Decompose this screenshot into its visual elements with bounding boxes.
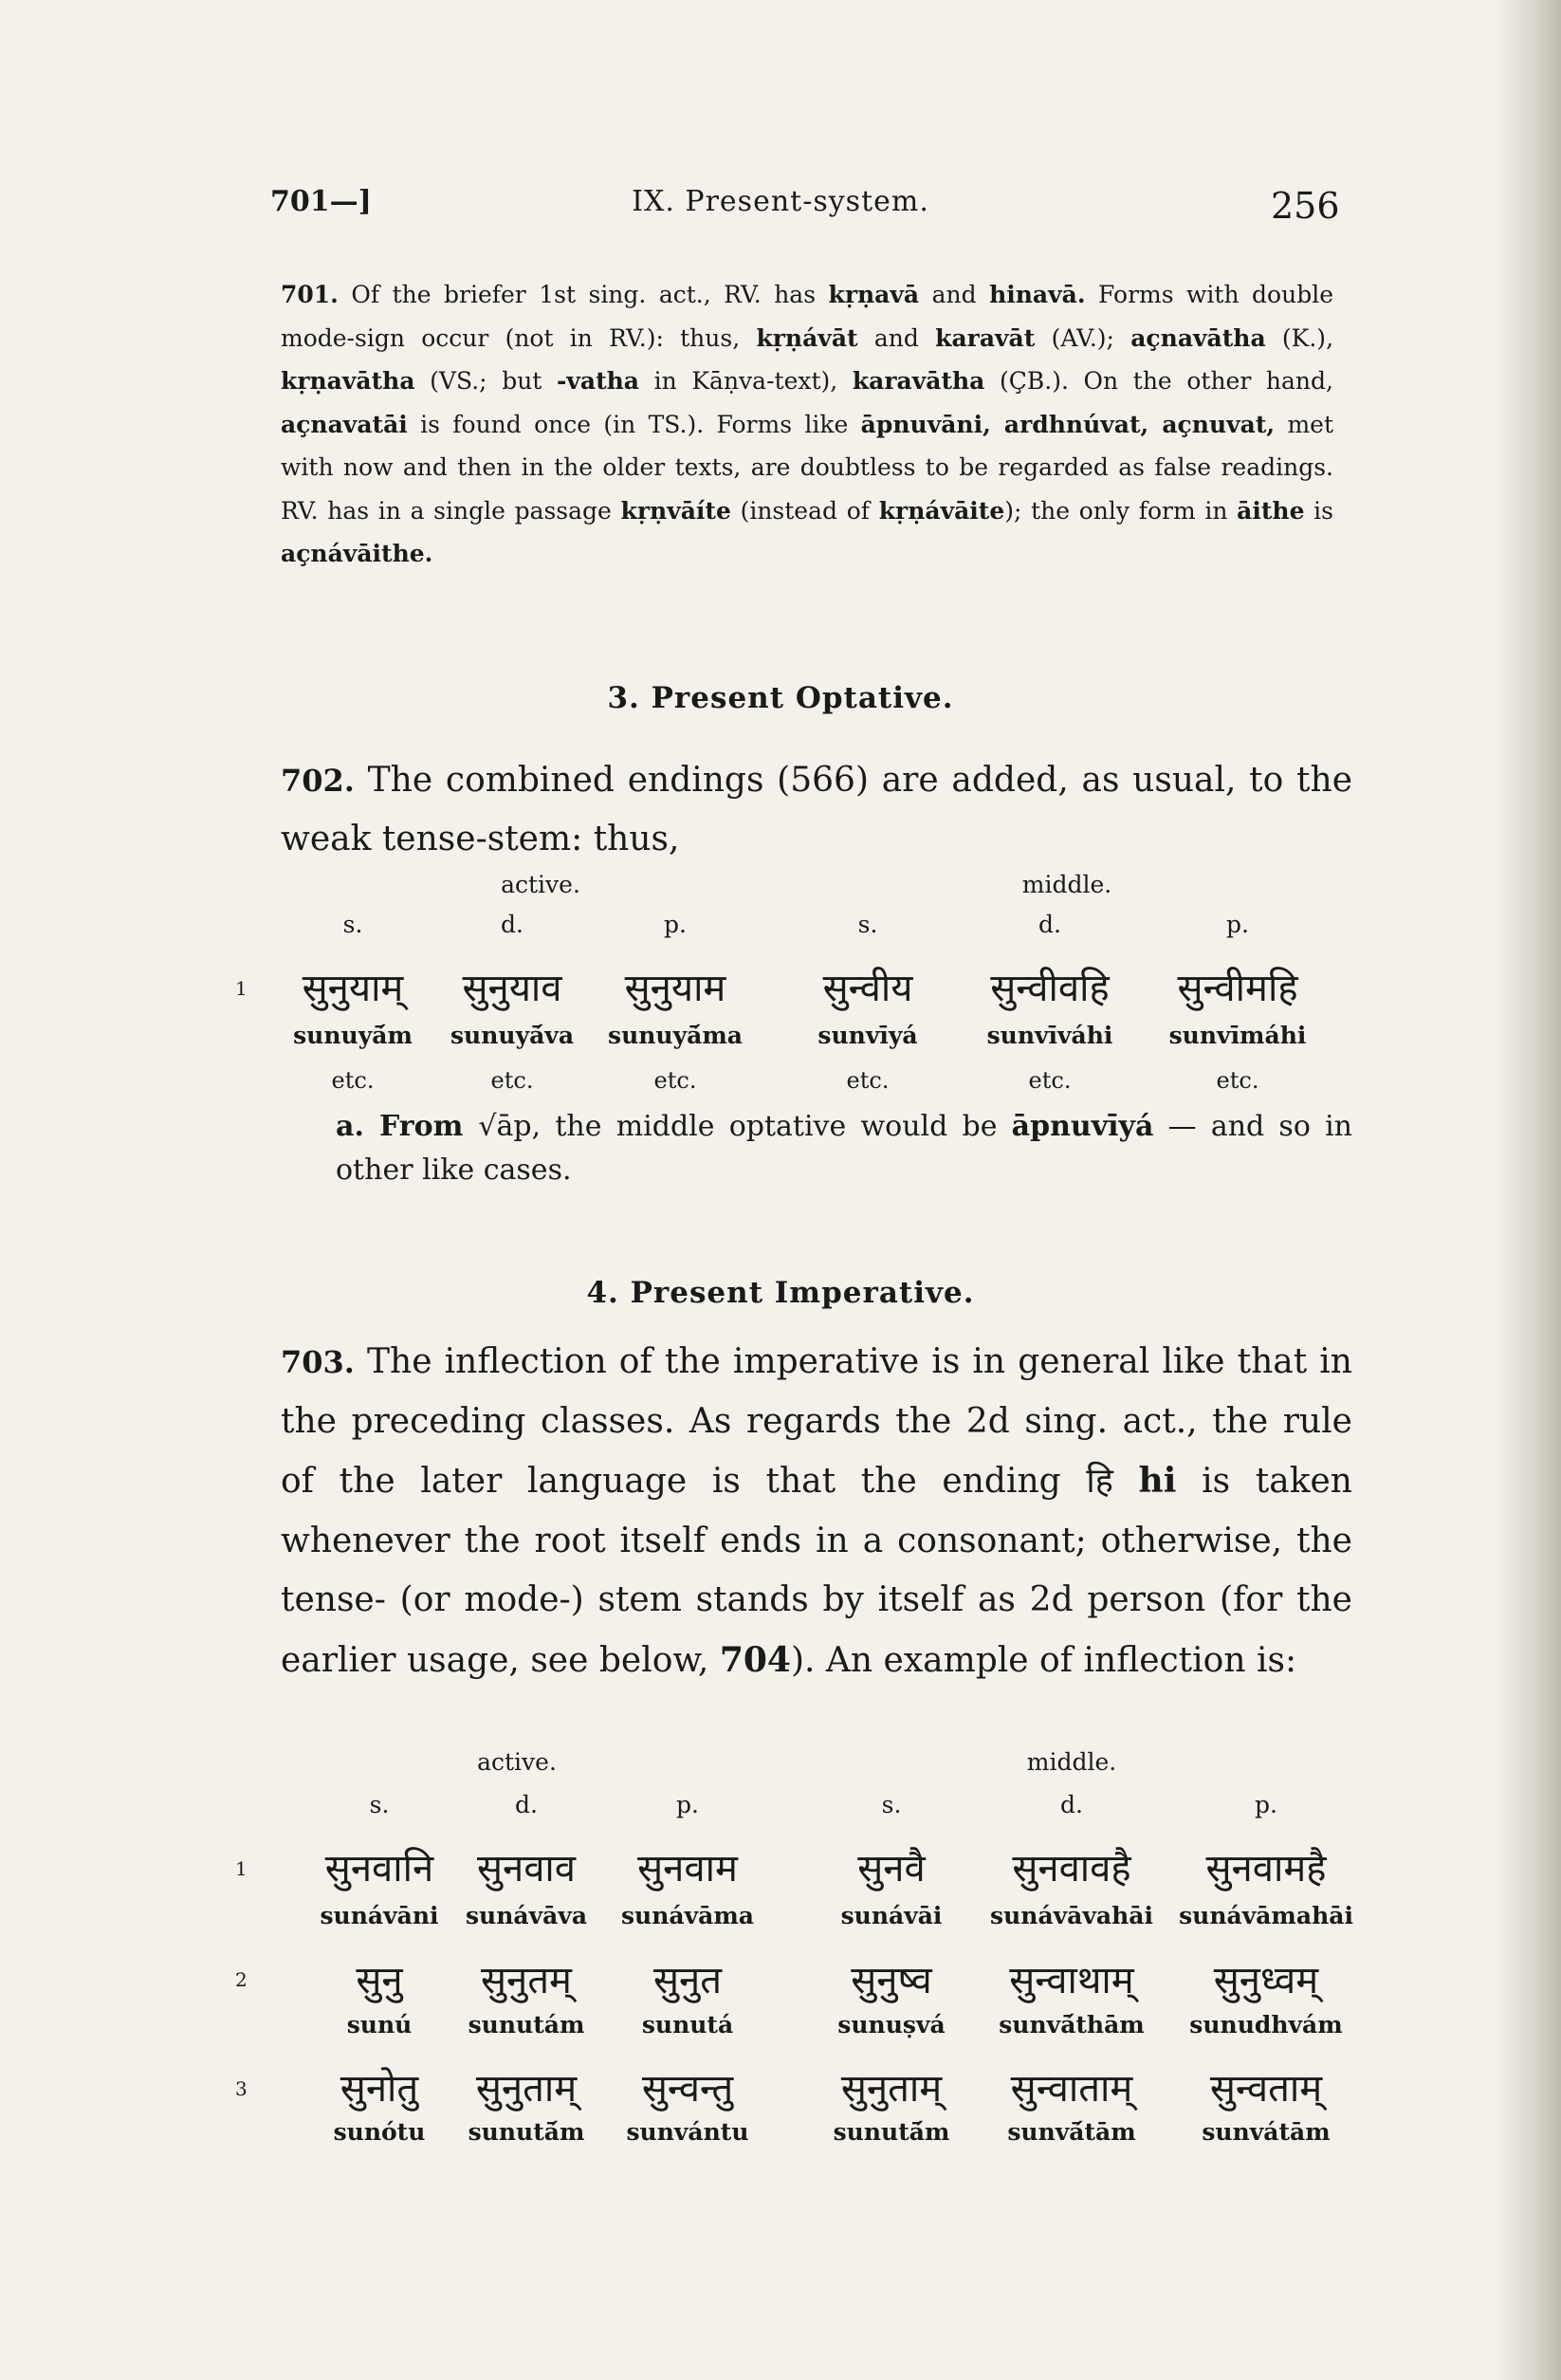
transliteration: sunutā́m xyxy=(833,2118,950,2146)
page-number: 256 xyxy=(1271,185,1340,227)
etc-label: etc. xyxy=(1028,1067,1072,1094)
devanagari-form: सुन्वाताम् xyxy=(1010,2067,1133,2111)
col-label: d. xyxy=(1038,911,1061,938)
devanagari-form: सुनुत xyxy=(652,1959,723,2002)
transliteration: sunvīyá xyxy=(817,1022,918,1049)
transliteration: sunuyā́ma xyxy=(608,1022,743,1049)
transliteration: sunvīmáhi xyxy=(1168,1022,1307,1049)
heading-present-imperative: 4. Present Imperative. xyxy=(586,1276,975,1310)
col-label: d. xyxy=(501,911,523,938)
transliteration: sunávāva xyxy=(465,1902,588,1929)
transliteration: sunvántu xyxy=(626,2118,749,2146)
transliteration: sunvīváhi xyxy=(986,1022,1113,1049)
transliteration: sunávāvahāi xyxy=(990,1902,1153,1929)
etc-label: etc. xyxy=(490,1067,534,1094)
devanagari-form: सुनुताम् xyxy=(475,2067,578,2111)
section-701: 701. Of the briefer 1st sing. act., RV. has kṛṇavā and hinavā. Forms with double mode-sign occur (not in RV.): thus, kṛṇávāt and karavāt (AV.); açnavātha (K.), kṛṇavātha (VS.; but -vatha in Kāṇva-text), karavātha (ÇB.). On the other hand, açnavatāi is found once (in TS.). Forms like āpnuvāni, ardhnúvat, açnuvat, met with now and then in the older texts, are doubtless to be regarded as false readings. RV. has in a single passage kṛṇvāíte (instead of kṛṇávāite); the only form in āithe is açnávāithe. xyxy=(281,281,1334,567)
section-703: 703. The inflection of the imperative is in general like that in the preceding classes. As regards the 2d sing. act., the rule of the later language is that the ending हि hi is taken whenever the root itself ends in a consonant; otherwise, the tense- (or mode-) stem stands by itself as 2d person (for the earlier usage, see below, 704). An example of inflection is: xyxy=(281,1342,1352,1680)
col-label: s. xyxy=(857,911,878,938)
transliteration: sunú xyxy=(346,2011,413,2039)
section-702: 702. The combined endings (566) are added, as usual, to the weak tense-stem: thus, xyxy=(281,761,1352,858)
devanagari-form: सुनुयाव xyxy=(462,967,562,1010)
page-edge-shadow xyxy=(1495,0,1561,2380)
col-label: s. xyxy=(342,911,363,938)
devanagari-form: सुन्वीय xyxy=(822,967,913,1010)
transliteration: sunutá xyxy=(641,2011,734,2039)
devanagari-form: सुनवामहै xyxy=(1205,1847,1327,1891)
etc-label: etc. xyxy=(331,1067,375,1094)
col-label: s. xyxy=(369,1791,390,1818)
transliteration: sunávāma xyxy=(620,1902,754,1929)
transliteration: sunótu xyxy=(333,2118,426,2146)
devanagari-form: सुनवै xyxy=(857,1847,926,1891)
optative-active-caption: active. xyxy=(501,871,580,898)
note-a: a. From √āp, the middle optative would be āpnuvīyá — and so in other like cases. xyxy=(336,1110,1352,1187)
col-label: p. xyxy=(676,1791,699,1818)
imperative-active-caption: active. xyxy=(477,1748,557,1776)
etc-label: etc. xyxy=(1216,1067,1259,1094)
devanagari-form: सुन्वीवहि xyxy=(990,967,1110,1010)
col-label: p. xyxy=(664,911,687,938)
transliteration: sunávāni xyxy=(320,1902,439,1929)
col-label: p. xyxy=(1226,911,1249,938)
transliteration: sunvā́thām xyxy=(999,2011,1145,2039)
devanagari-form: सुनुतम् xyxy=(481,1959,572,2002)
transliteration: sunutám xyxy=(468,2011,585,2039)
devanagari-form: सुनुयाम् xyxy=(302,967,404,1010)
optative-middle-caption: middle. xyxy=(1021,871,1112,898)
col-label: p. xyxy=(1255,1791,1277,1818)
transliteration: sunutā́m xyxy=(468,2118,585,2146)
transliteration: sunvā́tām xyxy=(1007,2118,1136,2146)
devanagari-form: सुनुताम् xyxy=(840,2067,943,2111)
devanagari-form: सुनवावहै xyxy=(1012,1847,1131,1891)
transliteration: sunuyā́m xyxy=(293,1022,413,1049)
devanagari-form: सुन्वताम् xyxy=(1209,2067,1323,2111)
transliteration: sunávāmahāi xyxy=(1179,1902,1353,1929)
devanagari-form: सुनुयाम xyxy=(624,967,726,1010)
imperative-middle-caption: middle. xyxy=(1026,1748,1117,1776)
running-header-title: IX. Present-system. xyxy=(632,185,929,218)
row-number: 2 xyxy=(235,1968,248,1991)
devanagari-form: सुनुष्व xyxy=(851,1959,932,2002)
running-header-section: 701—] xyxy=(270,185,372,218)
etc-label: etc. xyxy=(653,1067,697,1094)
devanagari-form: सुनु xyxy=(356,1959,403,2002)
devanagari-form: सुनोतु xyxy=(340,2067,419,2111)
col-label: d. xyxy=(1060,1791,1083,1818)
devanagari-form: सुन्वन्तु xyxy=(641,2067,734,2111)
devanagari-form: सुनवानि xyxy=(324,1847,434,1891)
devanagari-form: सुनवाम xyxy=(637,1847,738,1891)
col-label: d. xyxy=(515,1791,538,1818)
row-number: 3 xyxy=(235,2077,248,2100)
transliteration: sunvátām xyxy=(1202,2118,1331,2146)
devanagari-form: सुनुध्वम् xyxy=(1213,1959,1319,2002)
transliteration: sunuyā́va xyxy=(450,1022,575,1049)
row-number: 1 xyxy=(235,1857,248,1880)
transliteration: sunudhvám xyxy=(1189,2011,1343,2039)
devanagari-form: सुन्वीमहि xyxy=(1177,967,1298,1010)
devanagari-form: सुन्वाथाम् xyxy=(1009,1959,1134,2002)
devanagari-form: सुनवाव xyxy=(476,1847,577,1891)
row-number: 1 xyxy=(235,977,248,1000)
transliteration: sunuṣvá xyxy=(837,2011,946,2039)
col-label: s. xyxy=(881,1791,902,1818)
etc-label: etc. xyxy=(846,1067,890,1094)
transliteration: sunávāi xyxy=(840,1902,943,1929)
heading-present-optative: 3. Present Optative. xyxy=(607,681,954,715)
